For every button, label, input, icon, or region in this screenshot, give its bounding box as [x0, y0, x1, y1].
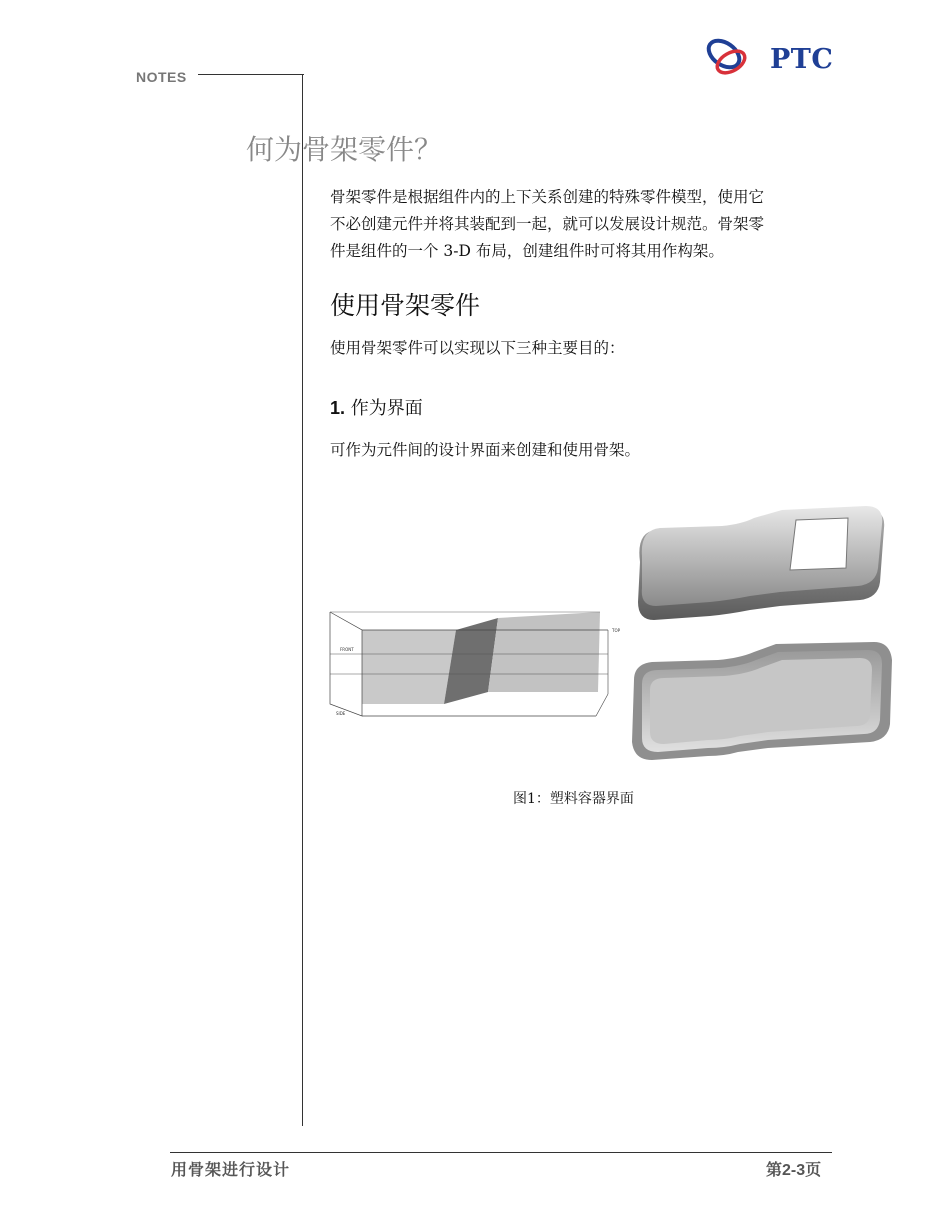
intro-line: 骨架零件是根据组件内的上下关系创建的特殊零件模型，使用它	[330, 188, 765, 206]
intro-line: 不必创建元件并将其装配到一起，就可以发展设计规范。骨架零	[330, 215, 765, 233]
notes-rule	[198, 74, 304, 75]
footer-chapter-title: 用骨架进行设计	[171, 1162, 291, 1179]
sub-number: 1.	[330, 398, 346, 418]
margin-rule	[302, 74, 303, 1126]
section-heading: 使用骨架零件	[330, 291, 481, 320]
intro-paragraph	[330, 184, 830, 265]
container-base-figure	[628, 640, 896, 764]
page-title: 何为骨架零件？	[246, 133, 443, 166]
front-label: FRONT	[340, 647, 354, 652]
sub-heading-text: 作为界面	[350, 398, 423, 419]
top-label: TOP	[612, 628, 621, 633]
notes-label: NOTES	[136, 69, 187, 85]
footer-page-number: 第2-3页	[766, 1162, 822, 1179]
section-text: 使用骨架零件可以实现以下三种主要目的：	[330, 339, 625, 357]
sub-text: 可作为元件间的设计界面来创建和使用骨架。	[330, 441, 641, 459]
side-label: SIDE	[336, 711, 346, 716]
intro-line: 件是组件的一个 3-D 布局，创建组件时可将其用作构架。	[330, 242, 724, 260]
logo-wordmark: PTC	[770, 44, 834, 75]
container-lid-figure	[630, 502, 892, 622]
skeleton-model-figure	[326, 604, 622, 724]
footer-rule	[170, 1152, 832, 1153]
sub-heading	[330, 394, 423, 420]
figure-caption: 图1：塑料容器界面	[513, 791, 634, 807]
